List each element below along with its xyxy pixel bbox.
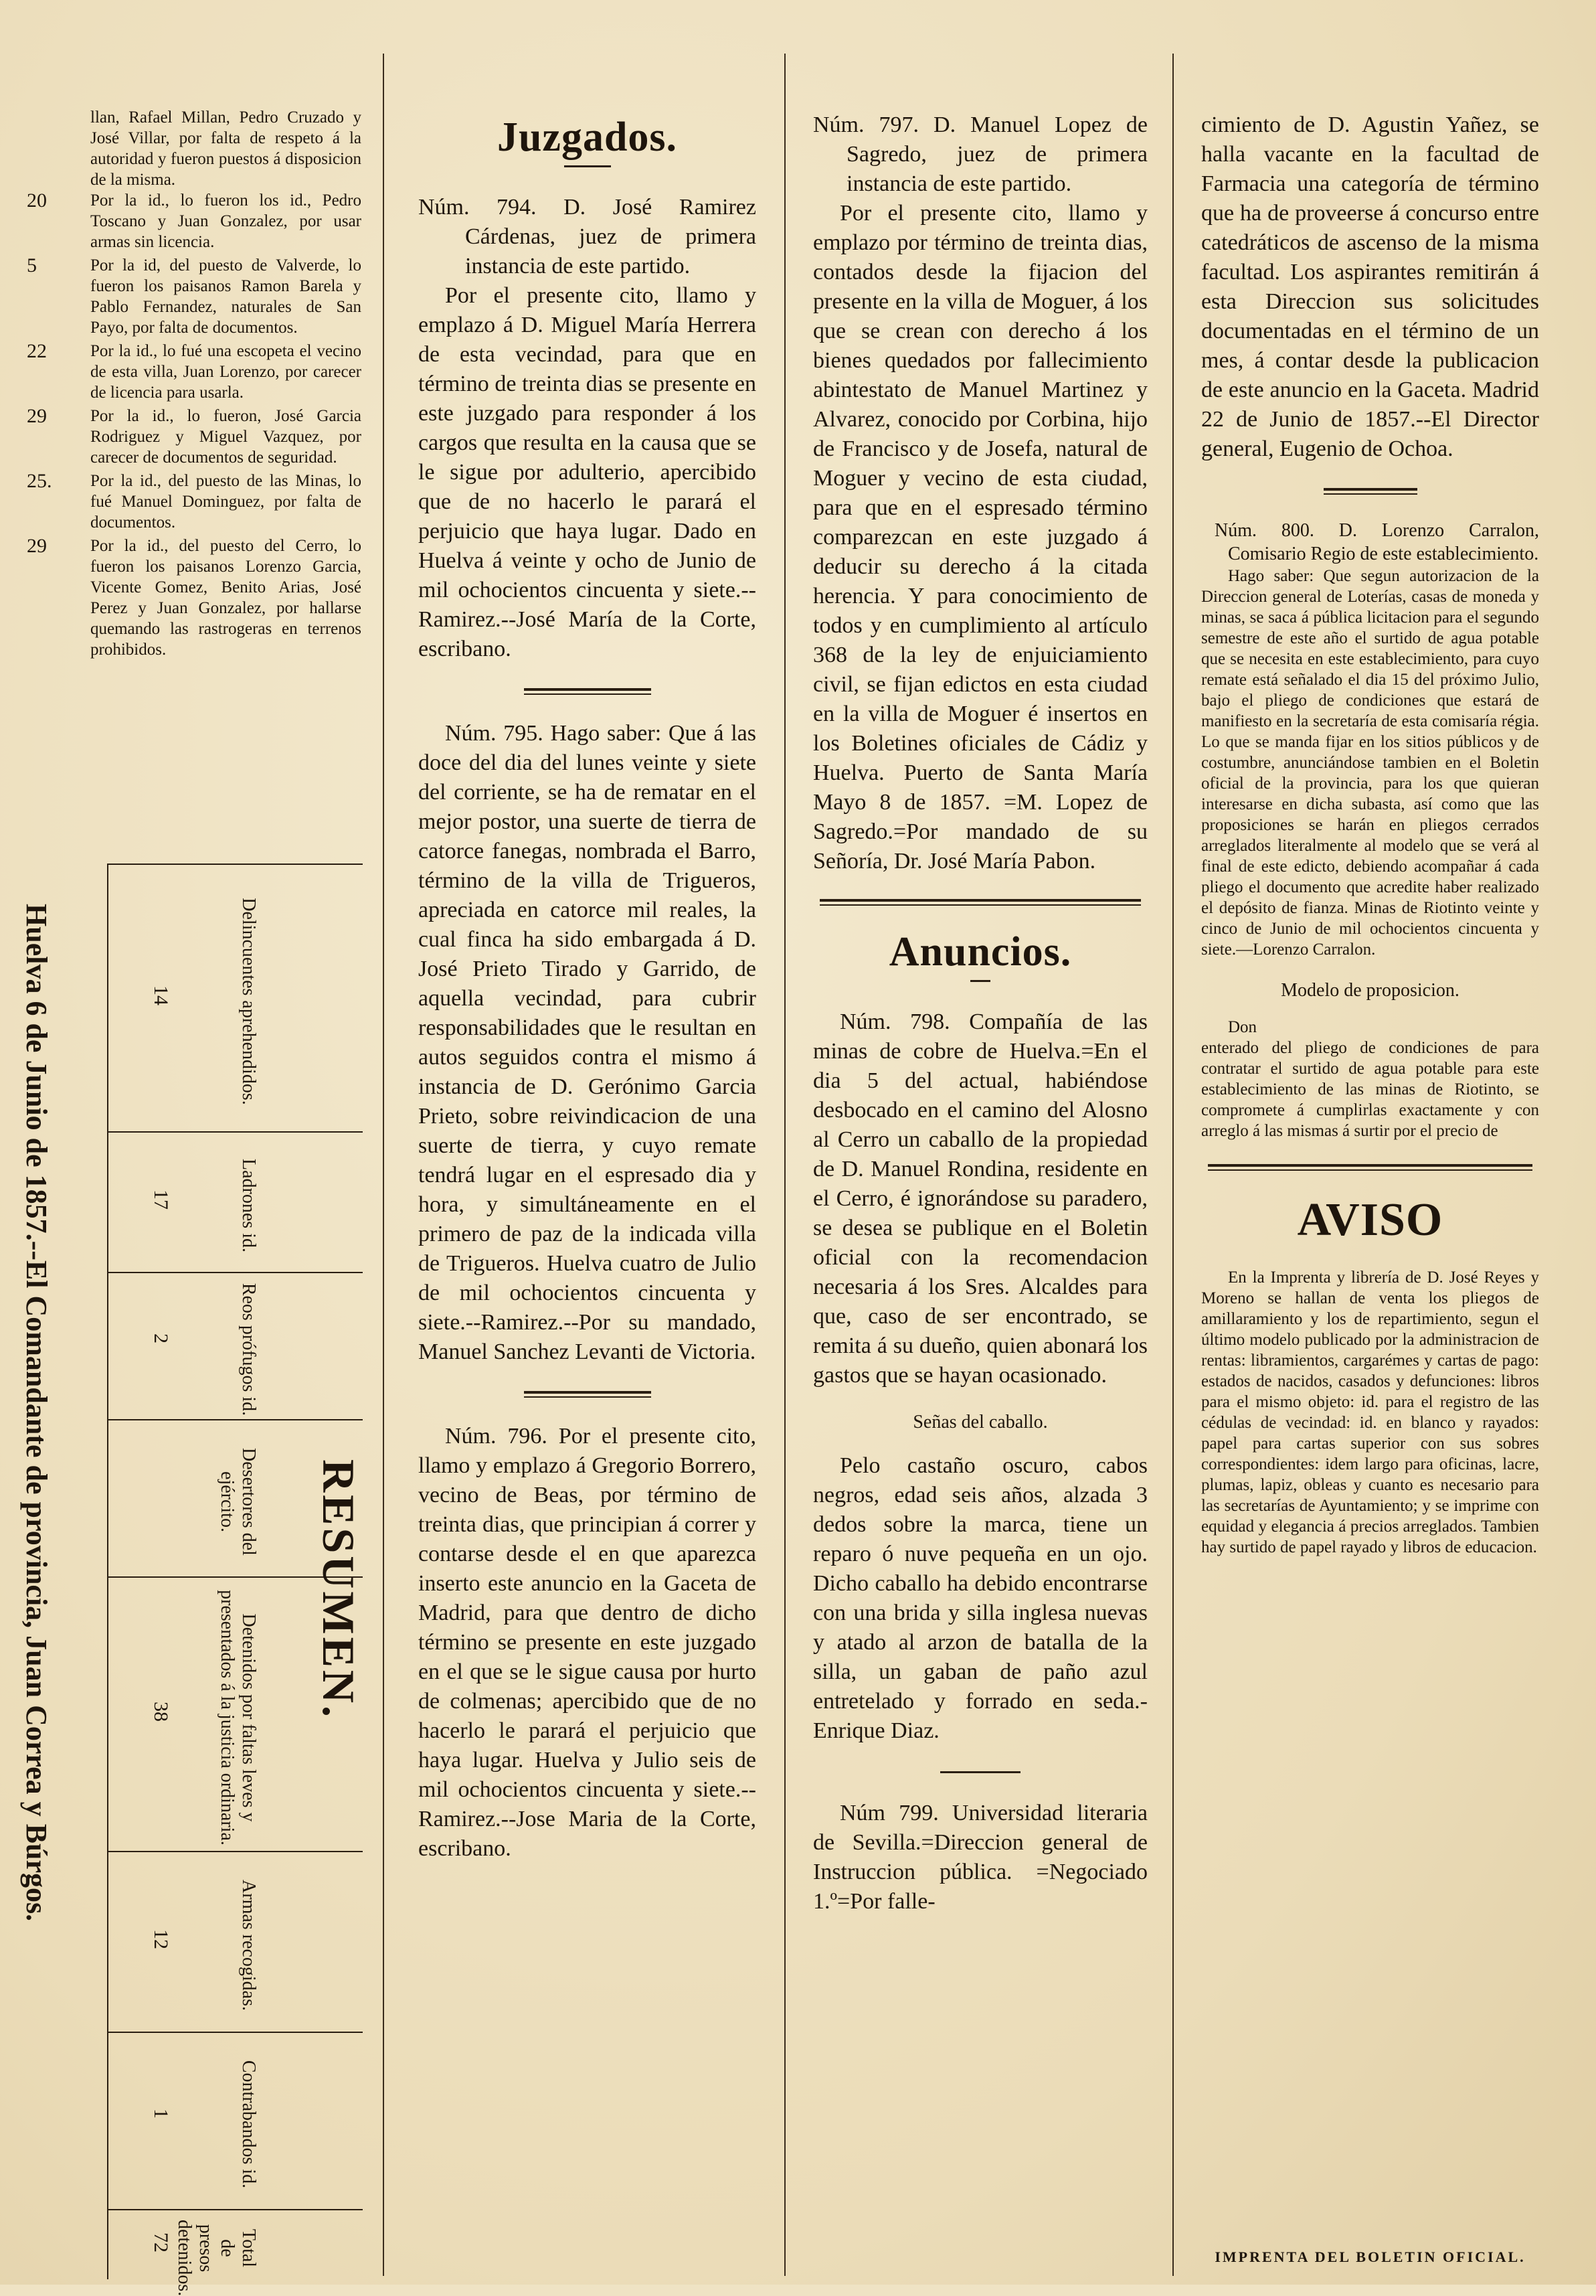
crime-entry-day: 22	[27, 340, 47, 362]
notice-800-body: Hago saber: Que segun autorizacion de la Direccion general de Loterías, casas de moneda y minas, se saca á pública licitacion para el segundo semestre de este año el surtido de agua potable que se necesita en este establecimiento, para cuyo remate está señalado el dia 15 del próximo Julio, bajo el pliego de condiciones que estará de manifiesto en la secretaría de esta comisaría régia. Lo que se manda fijar en los sitios públicos y de costumbre, anunciándose tambien en el Boletin oficial de la provincia, para los que quieran interesarse en dicha subasta, así como que las proposiciones se harán en pliegos cerrados arreglados literalmente al modelo que se verá al final de este edicto, debiendo acompañar á cada pliego el documento que acredite haber realizado el depósito de fianza. Minas de Riotinto veinte y cinco de Junio de mil ochocientos cincuenta y siete.—Lorenzo Carralon.	[1201, 567, 1539, 959]
column-rule	[383, 54, 384, 2276]
column-2	[418, 87, 756, 1864]
notice-797-head: Núm. 797. D. Manuel Lopez de Sagredo, juez de primera instancia de este partido.	[813, 112, 1148, 196]
notice-798: Núm. 798. Compañía de las minas de cobre de Huelva.=En el dia 5 del actual, habiéndose desbocado en el camino del Alosno al Cerro un caballo de la propiedad de D. Manuel Rondina, residente en el Cerro, é ignorándose su paradero, se desea se publique en el Boletin oficial con la recomendacion necesaria á los Sres. Alcaldes para que, caso de ser encontrado, se remita á su dueño, quien abonará los gastos que se hayan ocasionado.	[813, 1009, 1148, 1388]
resumen-label: Desertores del ejército.	[217, 1448, 259, 1556]
section-rule	[820, 899, 1141, 906]
crime-intro: llan, Rafael Millan, Pedro Cruzado y José Villar, por falta de respeto á la autoridad y fueron puestos á disposicion de la misma.	[90, 108, 361, 189]
senas-body: Pelo castaño oscuro, cabos negros, edad seis años, alzada 3 dedos sobre la marca, tiene un reparo ó nuve pequeña en un ojo. Dicho caballo ha debido encontrarse con una brida y silla inglesa nuevas y atado al arzon de batalla de la silla, un gaban de paño azul entretelado y forrado en seda.-Enrique Diaz.	[813, 1453, 1148, 1743]
short-rule	[564, 165, 611, 167]
crime-entry-day: 29	[27, 535, 47, 557]
notice-797-body: Por el presente cito, llamo y emplazo por término de treinta dias, contados desde la fijacion del presente en la villa de Moguer, á los que se crean con derecho á los bienes quedados por fallecimiento abintestato de Manuel Martinez y Alvarez, conocido por Corbina, hijo de Francisco y de Josefa, natural de Moguer y vecino de esta ciudad, para que en el espresado término comparezcan en este juzgado á deducir su derecho á la citada herencia. Y para conocimiento de todos y en cumplimiento al artículo 368 de la ley de enjuiciamiento civil, se fijan edictos en esta ciudad en la villa de Moguer é insertos en los Boletines oficiales de Cádiz y Huelva. Puerto de Santa María Mayo 8 de 1857. =M. Lopez de Sagredo.=Por mandado de su Señoría, Dr. José María Pabon.	[813, 201, 1148, 874]
resumen-label: Ladrones id.	[238, 1159, 259, 1252]
column-3	[813, 110, 1148, 1916]
crime-entry-day: 20	[27, 189, 47, 212]
resumen-row	[108, 1851, 363, 2033]
crime-entry-day: 29	[27, 405, 47, 427]
heading-juzgados: Juzgados.	[497, 114, 678, 160]
resumen-row	[108, 2032, 363, 2210]
notice-800-head: Núm. 800. D. Lorenzo Carralon, Comisario Regio de este establecimiento.	[1215, 520, 1539, 564]
resumen-row	[108, 1131, 363, 1273]
printer-footer: IMPRENTA DEL BOLETIN OFICIAL.	[1215, 2248, 1526, 2265]
short-rule	[940, 1771, 1021, 1773]
heading-aviso: AVISO	[1297, 1194, 1443, 1246]
crime-entry	[27, 406, 361, 468]
crime-entry-day: 5	[27, 254, 37, 276]
section-rule	[1324, 488, 1417, 495]
crime-entry-day: 25.	[27, 470, 52, 492]
heading-anuncios: Anuncios.	[889, 929, 1072, 975]
column-4	[1201, 110, 1539, 1558]
crime-entry	[27, 536, 361, 660]
crime-entry-text: Por la id, del puesto de Valverde, lo fueron los paisanos Ramon Barela y Pablo Fernandez, naturales de San Payo, por falta de documentos.	[90, 256, 361, 337]
section-rule	[1208, 1164, 1532, 1171]
notice-794-head: Núm. 794. D. José Ramirez Cárdenas, juez de primera instancia de este partido.	[418, 195, 756, 278]
crime-list	[27, 190, 361, 660]
crime-entry-text: Por la id., del puesto del Cerro, lo fueron los paisanos Lorenzo Garcia, Vicente Gomez, Benito Arias, José Perez y Juan Gonzalez, por hallarse quemando las rastrogeras en terrenos prohibidos.	[90, 537, 361, 659]
section-rule	[524, 1391, 651, 1398]
resumen-value: 12	[150, 1929, 172, 1949]
notice-795: Núm. 795. Hago saber: Que á las doce del dia del lunes veinte y siete del corriente, se ha de rematar en el mejor postor, una suerte de tierra de catorce fanegas, nombrada el Barro, término de la villa de Trigueros, apreciada en catorce mil reales, la cual finca ha sido embargada á D. José Prieto Tirado y Garrido, de aquella vecindad, para cubrir responsabilidades que le resultan en autos seguidos contra el mismo á instancia de D. Gerónimo Garcia Prieto, sobre reivindicacion de una suerte de tierra, y cuyo remate tendrá lugar en el espresado dia y hora, y simultáneamente en el primero de paz de la indicada villa de Trigueros. Huelva cuatro de Julio de mil ochocientos cincuenta y siete.--Ramirez.--Por su mandado, Manuel Sanchez Levanti de Victoria.	[418, 721, 756, 1364]
resumen-value: 38	[150, 1702, 172, 1722]
modelo-title: Modelo de proposicion.	[1281, 980, 1459, 1001]
column-1	[27, 107, 361, 663]
section-rule	[524, 688, 651, 695]
crime-entry	[27, 190, 361, 252]
resumen-label: Contrabandos id.	[238, 2060, 259, 2189]
resumen-footer: Huelva 6 de Junio de 1857.--El Comandante de provincia, Juan Correa y Búrgos.	[20, 904, 53, 1922]
resumen-label: Reos prófugos id.	[238, 1283, 259, 1416]
senas-title: Señas del caballo.	[913, 1412, 1048, 1432]
resumen-value: 14	[150, 985, 172, 1005]
resumen-value: 17	[150, 1190, 172, 1210]
modelo-body: enterado del pliego de condiciones de para contratar el surtido de agua potable para este establecimiento de las minas de Riotinto, se compromete á cumplirlas exactamente y con arreglo á las mismas á surtir por el precio de	[1201, 1039, 1539, 1140]
crime-entry-text: Por la id., lo fué una escopeta el vecino de esta villa, Juan Lorenzo, por carecer de licencia para usarla.	[90, 342, 361, 402]
crime-entry-text: Por la id., lo fueron los id., Pedro Toscano y Juan Gonzalez, por usar armas sin licencia.	[90, 191, 361, 251]
column-rule	[784, 54, 786, 2276]
resumen-row	[108, 1272, 363, 1420]
resumen-value: 2	[150, 1333, 172, 1343]
crime-entry-text: Por la id., lo fueron, José Garcia Rodriguez y Miguel Vazquez, por carecer de documentos de seguridad.	[90, 407, 361, 467]
column-rule	[1172, 54, 1174, 2276]
resumen-title: RESUMEN.	[313, 1459, 364, 1720]
resumen-label: Delincuentes aprehendidos.	[238, 898, 259, 1105]
notice-796: Núm. 796. Por el presente cito, llamo y emplazo á Gregorio Borrero, vecino de Beas, por término de treinta dias, que principian á correr y contarse desde el en que aparezca inserto este anuncio en la Gaceta de Madrid, para que dentro de dicho término se presente en este juzgado en el que se le sigue causa por hurto de colmenas; apercibido que de no hacerlo le parará el perjuicio que haya lugar. Huelva y Julio seis de mil ochocientos cincuenta y siete.--Ramirez.--Jose Maria de la Corte, escribano.	[418, 1424, 756, 1861]
short-rule	[970, 980, 990, 982]
aviso-body: En la Imprenta y librería de D. José Reyes y Moreno se hallan de venta los pliegos de amillaramiento y los de repartimiento, segun el último modelo publicado por la administracion de rentas: libramientos, cargarémes y cartas de pago: estados de nacidos, casados y defunciones: libros para el mismo objeto: id. para el registro de las cédulas de vecindad: id. en blanco y rayados: papel para cartas superior con sus sobres correspondientes: idem largo para oficinas, lacre, plumas, lapiz, obleas y cuanto es necesario para las secretarías de Ayuntamiento; y se imprime con equidad y elegancia á precios arreglados. Tambien hay surtido de papel rayado y libros de educacion.	[1201, 1268, 1539, 1556]
resumen-row	[108, 2209, 363, 2296]
resumen-label: Detenidos por faltas leves y presentados á la justicia ordinaria.	[217, 1590, 259, 1846]
resumen-label: Total de presos detenidos.	[174, 2220, 259, 2296]
resumen-row	[108, 864, 363, 1133]
crime-entry	[27, 471, 361, 533]
notice-794-body: Por el presente cito, llamo y emplazo á D. Miguel María Herrera de esta vecindad, para que en término de treinta dias se presente en este juzgado para responder á los cargos que resulta en la causa que se le sigue por adulterio, apercibido que de no hacerlo le parará el perjuicio que haya lugar. Dado en Huelva á veinte y ocho de Junio de mil ochocientos cincuenta y siete.--Ramirez.--José María de la Corte, escribano.	[418, 283, 756, 661]
resumen-value: 72	[150, 2232, 172, 2252]
modelo-don: Don	[1228, 1018, 1257, 1036]
crime-entry	[27, 341, 361, 403]
resumen-value: 1	[150, 2108, 172, 2119]
crime-entry-text: Por la id., del puesto de las Minas, lo fué Manuel Dominguez, por falta de documentos.	[90, 472, 361, 531]
notice-799-cont: cimiento de D. Agustin Yañez, se halla vacante en la facultad de Farmacia una categoría de término que ha de proveerse á concurso entre catedráticos de ascenso de la misma facultad. Los aspirantes remitirán á esta Direccion sus solicitudes documentadas en el término de un mes, á contar desde la publicacion de este anuncio en la Gaceta. Madrid 22 de Junio de 1857.--El Director general, Eugenio de Ochoa.	[1201, 112, 1539, 461]
crime-entry	[27, 255, 361, 338]
resumen-label: Armas recogidas.	[238, 1880, 259, 2011]
notice-799: Núm 799. Universidad literaria de Sevilla.=Direccion general de Instruccion pública. =Negociado 1.º=Por falle-	[813, 1801, 1148, 1914]
